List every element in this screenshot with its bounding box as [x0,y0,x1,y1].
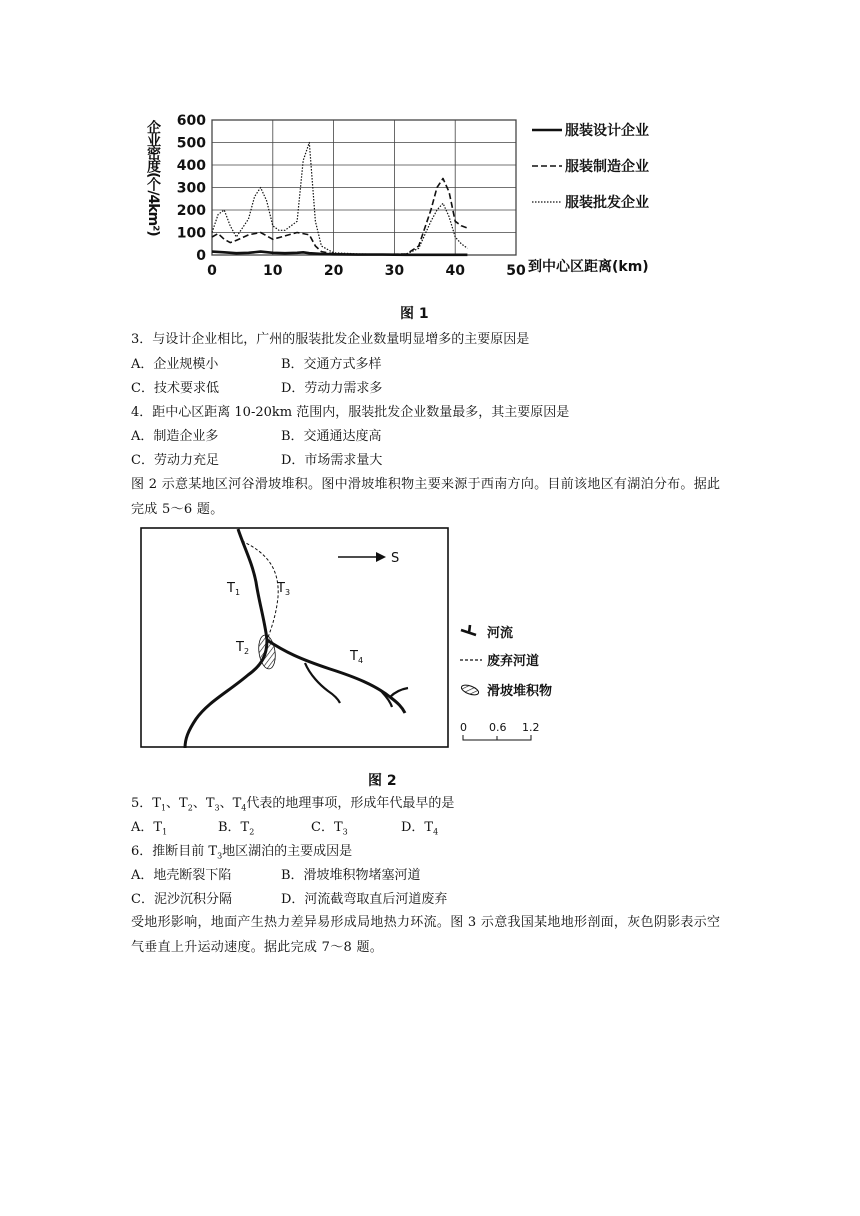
q4-option-b: B．交通通达度高 [281,429,382,444]
q5-stem: 5．$T_1$、$T_2$、$T_3$、$T_4$代表的地理事项，形成年代最早的是 [131,796,455,813]
q5-option-c: C．$T_3$ [311,820,348,837]
legend-label-2: 服装制造企业 [565,159,649,175]
series-line-2 [212,179,467,255]
scale-label-2: 1.2 [522,721,540,734]
y-tick-label: 200 [176,203,206,219]
tributary-2 [390,688,408,697]
chart-legend [532,122,649,211]
q4-option-d: D．市场需求量大 [281,453,383,468]
series-line-3 [212,143,467,255]
q3-option-b: B．交通方式多样 [281,357,382,372]
y-tick-label: 400 [176,158,206,174]
q3-option-a: A．企业规模小 [131,357,219,372]
q6-option-a: A．地壳断裂下陷 [131,868,232,883]
legend-landslide-label: 滑坡堆积物 [487,684,553,699]
legend-river-label: 河流 [487,626,514,641]
scale-label-1: 0.6 [489,721,507,734]
chart-grid [212,120,516,255]
q6-option-b: B．滑坡堆积物堵塞河道 [281,868,421,883]
figure2-map [140,527,560,749]
x-tick-label: 40 [445,263,465,279]
x-tick-label: 10 [263,263,283,279]
y-tick-label: 500 [176,135,206,152]
figure1-caption: 图 1 [400,306,429,322]
q4-option-a: A．制造企业多 [131,429,219,444]
y-axis-label: 企业密度(个/4km²) [145,120,161,236]
y-tick-label: 300 [176,180,206,197]
label-t3: $T_3$ [277,581,291,597]
figure1-chart [140,108,700,288]
q6-option-c: C．泥沙沉积分隔 [131,892,232,907]
q3-option-d: D．劳动力需求多 [281,381,383,396]
q6-option-d: D．河流截弯取直后河道废弃 [281,892,448,907]
figure3-intro: 受地形影响，地面产生热力差异易形成局地热力环流。图 3 示意我国某地地形剖面，灰色阴影表示空气垂直上升运动速度。据此完成 7～8 题。 [131,915,721,955]
legend-label-1: 服装设计企业 [565,123,649,139]
river-southwest-branch [185,640,267,748]
x-tick-label: 50 [506,263,526,279]
y-tick-label: 0 [196,248,206,264]
x-tick-label: 20 [323,263,344,279]
river-east-branch [267,640,405,713]
x-axis-label: 到中心区距离(km) [528,259,649,275]
x-tick-label: 30 [384,263,405,279]
q3-option-c: C．技术要求低 [131,381,219,396]
q4-option-c: C．劳动力充足 [131,453,219,468]
scale-label-0: 0 [460,721,467,734]
q3-stem: 3．与设计企业相比，广州的服装批发企业数量明显增多的主要原因是 [131,332,530,347]
scale-bar [463,735,531,740]
label-t1: $T_1$ [227,581,241,597]
legend-label-3: 服装批发企业 [565,195,649,211]
label-t2: $T_2$ [236,640,250,656]
q5-option-a: A．$T_1$ [131,820,168,837]
q5-option-b: B．$T_2$ [218,820,255,837]
direction-arrowhead [376,552,386,562]
legend-landslide-symbol [460,683,480,697]
q5-option-d: D．$T_4$ [401,820,439,837]
y-tick-label: 600 [176,113,206,129]
chart-series [212,143,467,255]
y-tick-label: 100 [176,225,206,242]
figure2-intro: 图 2 示意某地区河谷滑坡堆积。图中滑坡堆积物主要来源于西南方向。目前该地区有湖泊分布。据此完成 5～6 题。 [131,477,721,517]
map-frame [141,528,448,747]
q4-stem: 4．距中心区距离 10-20km 范围内，服装批发企业数量最多，其主要原因是 [131,405,570,420]
direction-label: S [391,551,400,566]
river-north-branch [238,529,267,640]
figure2-caption: 图 2 [368,773,397,789]
legend-abandoned-label: 废弃河道 [487,654,540,669]
x-tick-label: 0 [207,263,217,279]
label-t4: $T_4$ [350,649,364,665]
q6-stem: 6．推断目前 $T_3$地区湖泊的主要成因是 [131,844,353,861]
legend-river-symbol [461,625,476,635]
